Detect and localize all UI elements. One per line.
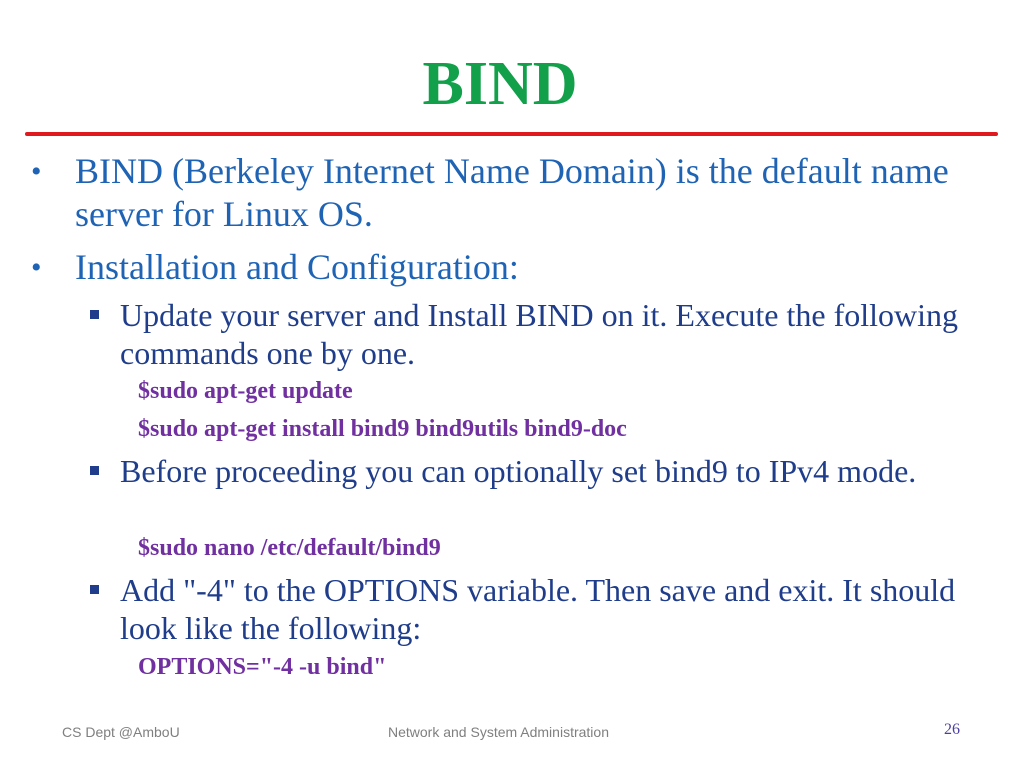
footer-center: Network and System Administration — [388, 724, 609, 740]
title-divider — [25, 132, 998, 136]
sub-bullet-item — [120, 571, 990, 647]
slide-title: BIND — [422, 50, 578, 118]
bullet-text: Installation and Configuration: — [75, 247, 519, 287]
bullet-dot-icon: • — [31, 251, 42, 284]
command-line: $sudo apt-get update — [138, 378, 353, 404]
command-line: $sudo nano /etc/default/bind9 — [138, 535, 441, 561]
command-line: OPTIONS="-4 -u bind" — [138, 654, 387, 680]
bullet-text: BIND (Berkeley Internet Name Domain) is the default name server for Linux OS. — [75, 151, 949, 234]
sub-bullet-item — [120, 296, 970, 372]
page-number: 26 — [944, 721, 960, 738]
square-bullet-icon — [90, 466, 99, 475]
command-line: $sudo apt-get install bind9 bind9utils bind9-doc — [138, 416, 627, 442]
sub-bullet-text: Update your server and Install BIND on it. Execute the following commands one by one. — [120, 297, 958, 371]
square-bullet-icon — [90, 585, 99, 594]
footer-left: CS Dept @AmboU — [62, 724, 180, 740]
bullet-dot-icon: • — [31, 155, 42, 188]
sub-bullet-item — [120, 452, 970, 490]
sub-bullet-text: Before proceeding you can optionally set bind9 to IPv4 mode. — [120, 453, 917, 489]
bullet-item — [31, 246, 975, 289]
bullet-item — [31, 150, 975, 236]
square-bullet-icon — [90, 310, 99, 319]
sub-bullet-text: Add "-4" to the OPTIONS variable. Then save and exit. It should look like the following: — [120, 572, 956, 646]
